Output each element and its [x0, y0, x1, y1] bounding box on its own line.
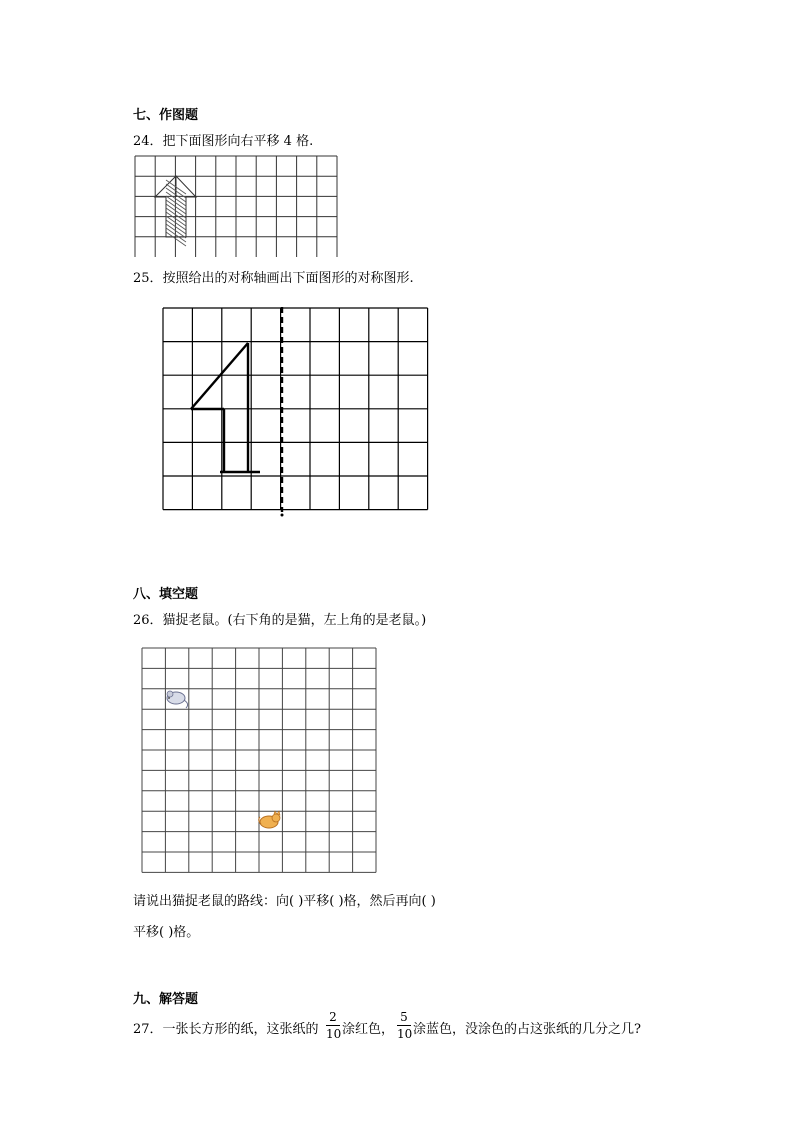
question-27-part1: 27．一张长方形的纸，这张纸的: [133, 1022, 319, 1037]
question-26: 26．猫捉老鼠。(右下角的是猫，左上角的是老鼠。): [133, 613, 427, 628]
fraction-5-10: [397, 1010, 411, 1041]
fraction-denominator: 10: [397, 1027, 413, 1041]
fraction-numerator: 5: [400, 1010, 408, 1024]
fraction-2-10: [326, 1010, 340, 1041]
answer-line-2: 平移( )格。: [133, 925, 200, 940]
question-27-part2: 涂红色，: [342, 1022, 395, 1037]
cat-icon: [259, 811, 280, 828]
fraction-numerator: 2: [329, 1010, 337, 1024]
fraction-denominator: 10: [326, 1027, 342, 1041]
section-7-heading: 七、作图题: [133, 108, 199, 123]
question-25: 25．按照给出的对称轴画出下面图形的对称图形.: [133, 271, 414, 286]
mouse-icon: [167, 691, 188, 708]
answer-line-1: 请说出猫捉老鼠的路线：向( )平移( )格，然后再向( ): [133, 894, 436, 909]
section-8-heading: 八、填空题: [133, 587, 199, 602]
section-9-heading: 九、解答题: [133, 992, 199, 1007]
question-24: 24．把下面图形向右平移 4 格.: [133, 134, 314, 149]
question-27-part3: 涂蓝色，没涂色的占这张纸的几分之几?: [413, 1022, 641, 1037]
